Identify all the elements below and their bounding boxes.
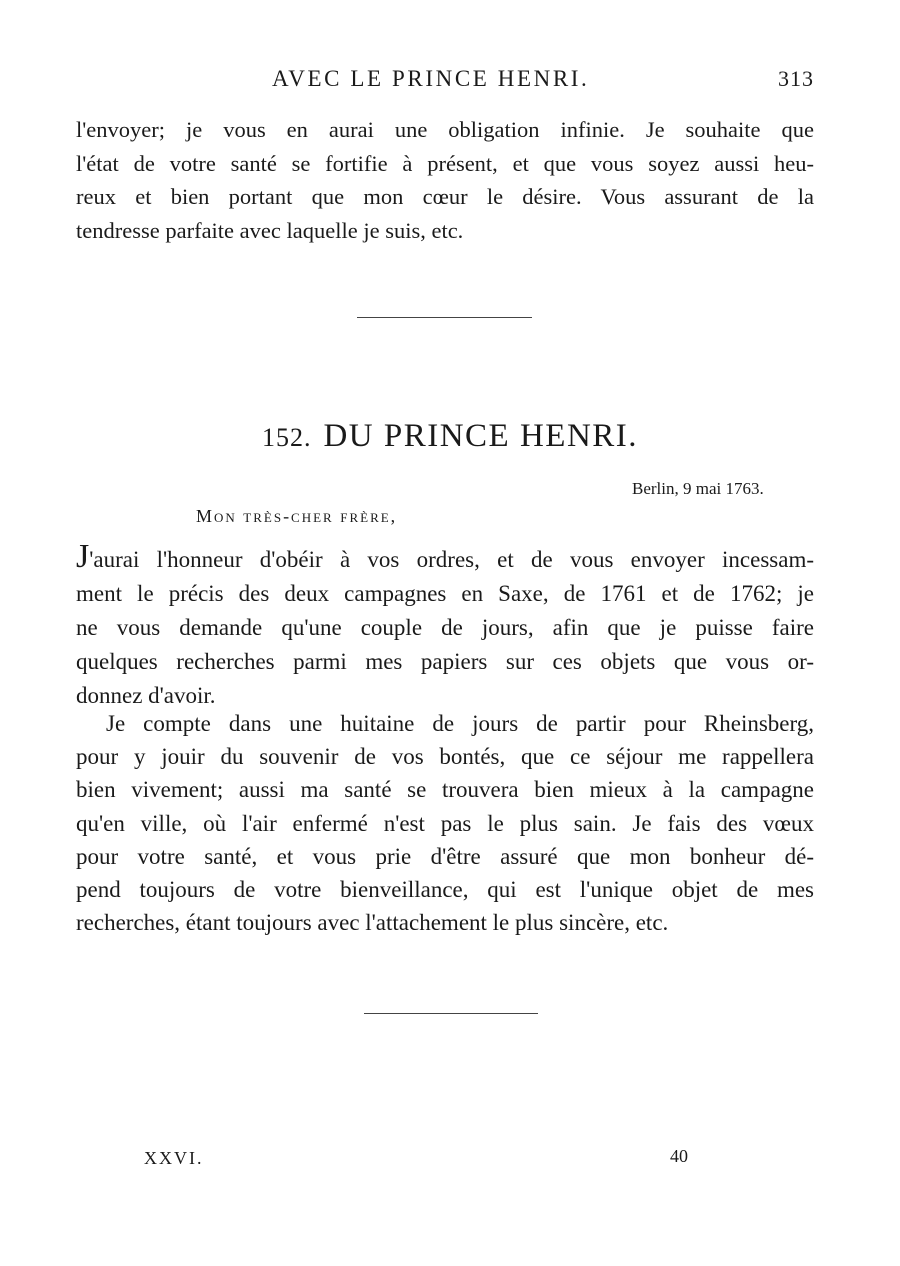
text-line: ne vous demande qu'une couple de jours, afin que je puisse faire: [76, 615, 814, 640]
running-head: [0, 66, 900, 100]
carryover-paragraph: [76, 113, 814, 247]
sheet-number: 40: [670, 1146, 688, 1166]
signature-mark: XXVI.: [144, 1148, 204, 1168]
letter-paragraph-1: [76, 538, 814, 713]
letter-heading: [0, 418, 900, 455]
letter-number: 152.: [261, 423, 312, 452]
text-line: qu'en ville, où l'air enfermé n'est pas le plus sain. Je fais des vœux: [76, 810, 814, 836]
text-line-rest: 'aurai l'honneur d'obéir à vos ordres, et de vous envoyer incessam-: [89, 547, 814, 572]
letter-title: DU PRINCE HENRI.: [323, 418, 639, 454]
text-line: l'état de votre santé se fortifie à présent, et que vous soyez aussi heu-: [76, 150, 814, 176]
text-line: ment le précis des deux campagnes en Saxe, de 1761 et de 1762; je: [76, 581, 814, 606]
text-line: pour votre santé, et vous prie d'être assuré que mon bonheur dé-: [76, 843, 814, 869]
salutation: Mon très-cher frère,: [196, 506, 398, 526]
text-line: Je compte dans une huitaine de jours de partir pour Rheinsberg,: [106, 711, 814, 736]
text-line: donnez d'avoir.: [76, 683, 216, 708]
text-line: l'envoyer; je vous en aurai une obligation infinie. Je souhaite que: [76, 117, 814, 142]
page-number: 313: [778, 66, 814, 91]
dateline: Berlin, 9 mai 1763.: [632, 479, 764, 498]
drop-cap: J: [76, 538, 90, 575]
text-line: quelques recherches parmi mes papiers sur ces objets que vous or-: [76, 649, 814, 674]
text-line: tendresse parfaite avec laquelle je suis, etc.: [76, 217, 464, 243]
text-line: [76, 538, 814, 577]
text-line: pend toujours de votre bienveillance, qui est l'unique objet de mes: [76, 877, 814, 903]
letter-paragraph-2: [76, 707, 814, 939]
text-line: bien vivement; aussi ma santé se trouvera bien mieux à la campagne: [76, 777, 814, 803]
running-title: AVEC LE PRINCE HENRI.: [272, 66, 590, 91]
section-divider: [364, 1013, 538, 1014]
text-line: reux et bien portant que mon cœur le désire. Vous assurant de la: [76, 184, 814, 209]
text-line: pour y jouir du souvenir de vos bontés, que ce séjour me rappellera: [76, 744, 814, 770]
text-line: recherches, étant toujours avec l'attachement le plus sincère, etc.: [76, 910, 669, 936]
section-divider: [357, 317, 532, 318]
